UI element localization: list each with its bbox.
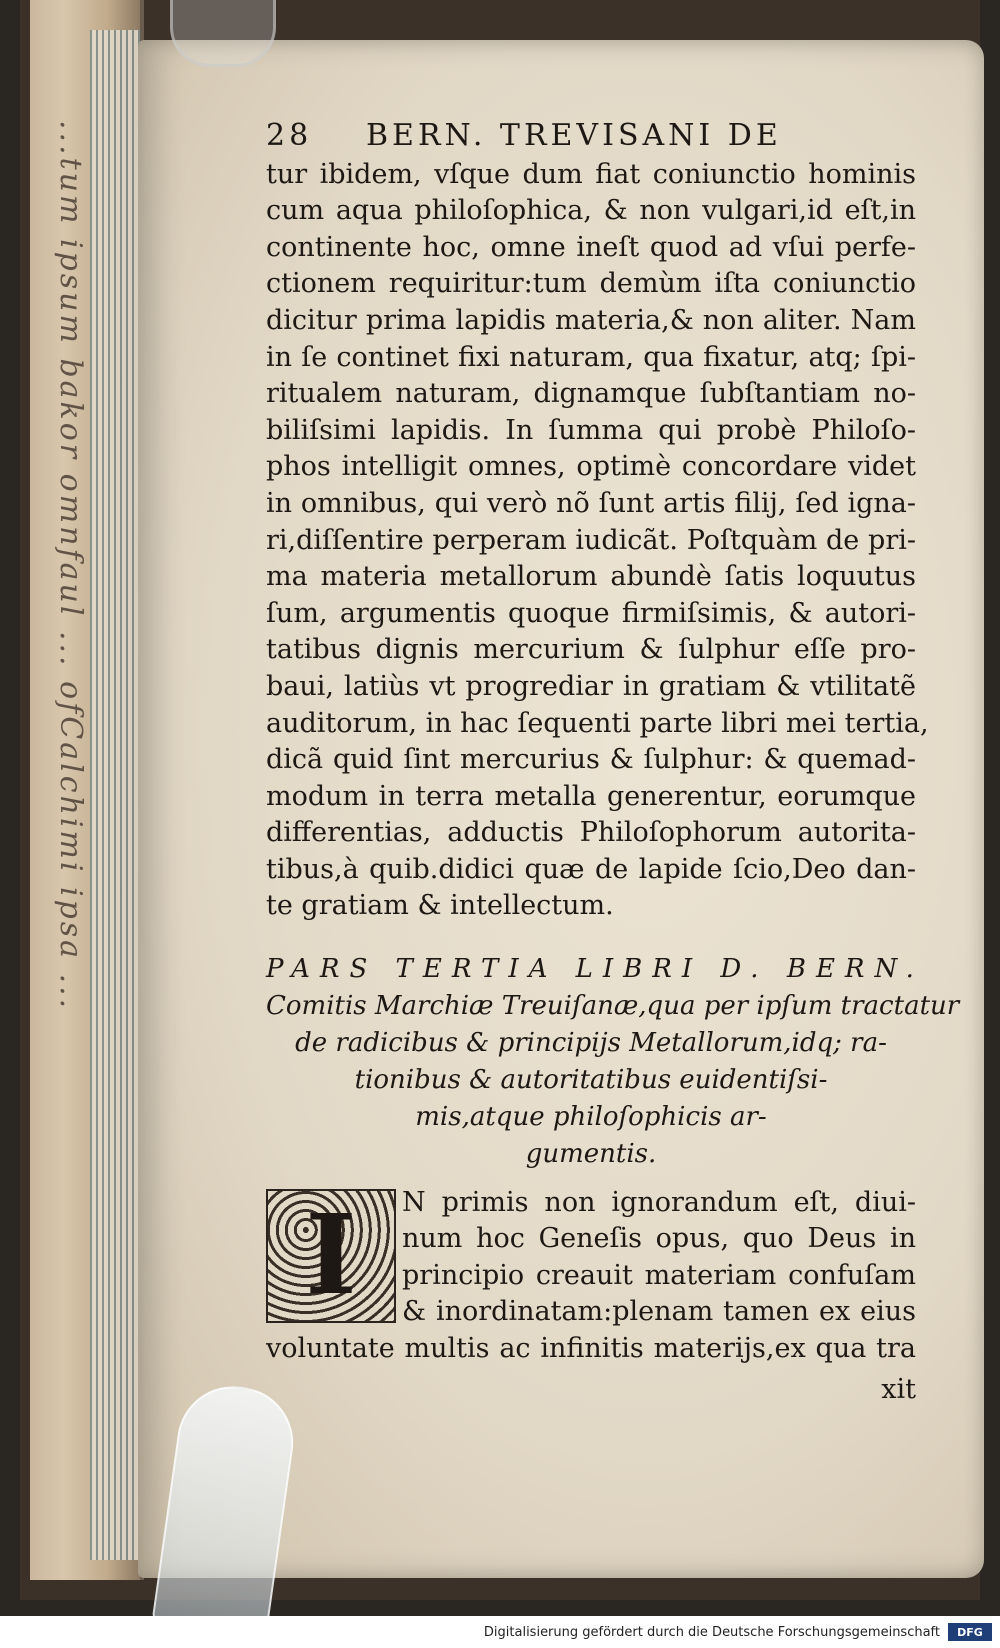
body-line: auditorum, in hac ſequenti parte libri mei tertia, xyxy=(266,707,929,739)
body-paragraph xyxy=(266,157,929,925)
body-line: ctionem requiritur:tum demùm iſta coniunctio xyxy=(266,268,916,300)
body-line: biliſsimi lapidis. In ſumma qui probè Philoſo- xyxy=(266,414,916,446)
body-line: phos intelligit omnes, optimè concordare videt xyxy=(266,451,916,483)
folio-number: 28 xyxy=(266,118,313,153)
body-line: N primis non ignorandum eſt, diui- xyxy=(402,1186,916,1218)
body-line: baui, latiùs vt progrediar in gratiam & vtilitatẽ xyxy=(266,670,916,702)
running-title: BERN. TREVISANI DE xyxy=(366,118,782,153)
body-line: ſum, argumentis quoque firmiſsimis, & autori- xyxy=(266,597,916,629)
top-clip xyxy=(170,0,276,67)
subheading-line: gumentis. xyxy=(525,1138,657,1169)
subheading-line: mis,atque philoſophicis ar- xyxy=(415,1101,767,1132)
page-edges xyxy=(90,30,140,1560)
body-line: tatibus dignis mercurium & ſulphur eſſe pro- xyxy=(266,634,916,666)
body-line: tur ibidem, vſque dum fiat coniunctio hominis xyxy=(266,158,916,190)
subheading-line: Comitis Marchiæ Treuiſanæ,qua per ipſum tractatur xyxy=(266,990,960,1021)
body-line: continente hoc, omne ineſt quod ad vſui perfe- xyxy=(266,231,916,263)
dfg-logo: DFG xyxy=(948,1623,992,1641)
body-line: principio creauit materiam confuſam xyxy=(402,1259,916,1291)
decorated-initial-paragraph xyxy=(266,1185,916,1409)
decorated-initial: I xyxy=(266,1189,396,1323)
body-line: ritualem naturam, dignamque ſubſtantiam no- xyxy=(266,378,916,410)
body-line: modum in terra metalla generentur, eorumque xyxy=(266,780,916,812)
body-line: cum aqua philoſophica, & non vulgari,id eſt,in xyxy=(266,195,916,227)
handwritten-edge-inscription: ...tum ipsum bakor omnfaul ... ofCalchimi ipsa ... xyxy=(53,120,88,1012)
subheading-line: de radicibus & principijs Metallorum,idq; ra- xyxy=(295,1027,887,1058)
body-line: num hoc Geneſis opus, quo Deus in xyxy=(402,1223,916,1255)
subheading-line: tionibus & autoritatibus euidentiſsi- xyxy=(354,1064,828,1095)
section-heading: PARS TERTIA LIBRI D. BERN. xyxy=(266,954,924,985)
body-line: in ſe continet fixi naturam, qua fixatur, atq; ſpi- xyxy=(266,341,916,373)
funding-credit: Digitalisierung gefördert durch die Deutsche Forschungsgemeinschaft xyxy=(483,1624,940,1640)
section-subheading xyxy=(266,988,960,1173)
page-text xyxy=(266,118,960,1408)
body-line: ri,diſſentire perperam iudicãt. Poſtquàm de pri- xyxy=(266,524,916,556)
body-line: dicã quid ſint mercurius & ſulphur: & quemad- xyxy=(266,744,916,776)
body-line: in omnibus, qui verò nõ ſunt artis filij, ſed igna- xyxy=(266,487,916,519)
page-header xyxy=(266,118,916,155)
body-line: differentias, adductis Philoſophorum autorita- xyxy=(266,817,916,849)
body-line: te gratiam & intellectum. xyxy=(266,890,614,922)
body-line: voluntate multis ac infinitis materijs,ex qua tra xyxy=(266,1333,916,1365)
catchword: xit xyxy=(881,1373,916,1405)
digitization-footer xyxy=(0,1616,1000,1648)
body-line: tibus,à quib.didici quæ de lapide ſcio,Deo dan- xyxy=(266,853,916,885)
body-line: ma materia metallorum abundè ſatis loquutus xyxy=(266,561,916,593)
body-line: dicitur prima lapidis materia,& non aliter. Nam xyxy=(266,304,916,336)
body-line: & inordinatam:plenam tamen ex eius xyxy=(402,1296,916,1328)
